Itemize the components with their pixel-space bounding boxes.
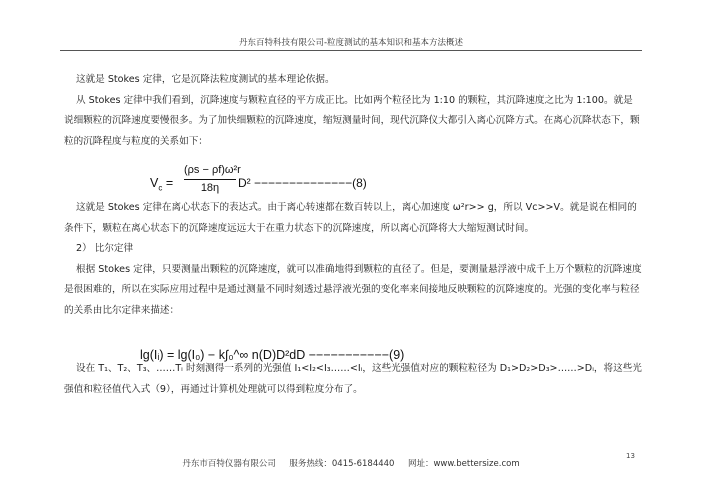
- formula-8-denominator: 18η: [200, 182, 220, 194]
- formula-8-lhs: $V_c$ =: [150, 176, 174, 193]
- formula-8: [150, 158, 450, 202]
- page-header: 丹东百特科技有限公司-粒度测试的基本知识和基本方法概述: [238, 38, 464, 48]
- page-footer: 丹东市百特仪器有限公司 服务热线：0415-6184440 网址：www.bettersize.com: [182, 459, 520, 469]
- paragraph-beer-law: 根据 Stokes 定律，只要测量出颗粒的沉降速度，就可以准确地得到颗粒的直径了。但是，要测量悬浮液中成千上万个颗粒的沉降速度是很困难的，所以在实际应用过程中是通过测量不同时刻透过悬浮液光强的变化率来间接地反映颗粒的沉降速度的。光强的变化率与粒径的关系由比尔定律来描述：: [64, 263, 642, 316]
- formula-8-fraction: [184, 163, 241, 195]
- header-divider: [60, 50, 642, 51]
- formula-9: lg(Iᵢ) = lg(I₀) − k∫₀^∞ n(D)D²dD −−−−−−−−−−−(9): [140, 348, 405, 362]
- formula-8-rhs: D² −−−−−−−−−−−−−−(8): [238, 176, 367, 190]
- formula-8-fraction-bar: [184, 179, 236, 180]
- paragraph-stokes-basis: 这就是 Stokes 定律，它是沉降法粒度测试的基本理论依据。: [76, 74, 335, 85]
- page-number: 13: [626, 452, 635, 460]
- paragraph-intensity-series: 设在 T₁、T₂、T₃、……Tᵢ 时刻测得一系列的光强值 I₁<I₂<I₃……<Iᵢ，这些光强值对应的颗粒粒径为 D₁>D₂>D₃>……>Dᵢ，将这些光强值和粒径值代入式（9），再通过计算机处理就可以得到粒度分布了。: [64, 363, 642, 395]
- paragraph-stokes-analysis: 从 Stokes 定律中我们看到，沉降速度与颗粒直径的平方成正比。比如两个粒径比为 1:10 的颗粒，其沉降速度之比为 1:100。就是说细颗粒的沉降速度要慢很多。为了加快细颗粒的沉降速度，缩短测量时间，现代沉降仪大都引入离心沉降方式。在离心沉降状态下，颗粒的沉降程度与粒度的关系如下：: [64, 94, 640, 147]
- section-heading-beer-law: 2） 比尔定律: [76, 243, 134, 254]
- formula-8-numerator: (ρs − ρf)ω²r: [184, 164, 241, 176]
- paragraph-centrifugal: 这就是 Stokes 定律在离心状态下的表达式。由于离心转速都在数百转以上，离心加速度 ω²r>> g，所以 Vc>>V。就是说在相同的条件下，颗粒在离心状态下的沉降速度远远大于在重力状态下的沉降速度，所以离心沉降将大大缩短测试时间。: [64, 202, 637, 234]
